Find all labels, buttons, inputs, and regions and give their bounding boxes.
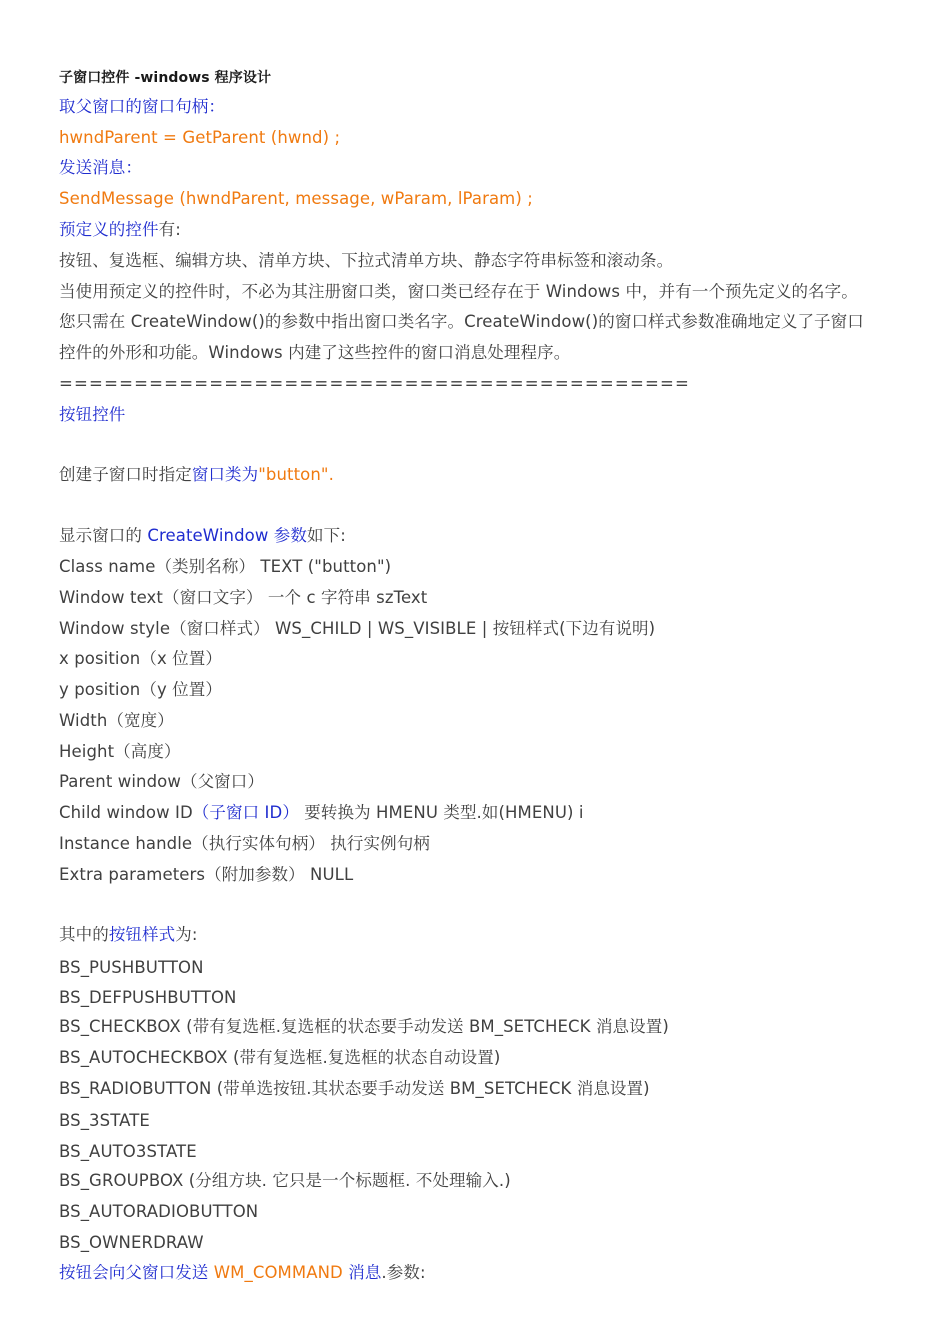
style-line: BS_DEFPUSHBUTTON bbox=[59, 988, 237, 1007]
style-line: BS_3STATE bbox=[59, 1111, 150, 1130]
text-line bbox=[59, 220, 181, 240]
text-span: WM_COMMAND bbox=[213, 1263, 343, 1282]
param-line: Extra parameters（附加参数） NULL bbox=[59, 865, 354, 884]
param-line: y position（y 位置） bbox=[59, 680, 222, 699]
text-line bbox=[59, 526, 346, 546]
param-line: Width（宽度） bbox=[59, 711, 174, 730]
style-line: BS_CHECKBOX (带有复选框.复选框的状态要手动发送 BM_SETCHECK 消息设置) bbox=[59, 1017, 669, 1036]
param-line bbox=[59, 803, 584, 823]
text-span: 按钮会向父窗口发送 bbox=[59, 1263, 214, 1282]
text-span: 消息 bbox=[342, 1263, 382, 1282]
text-span: 按钮样式 bbox=[108, 925, 176, 944]
text-span: Child window ID bbox=[59, 803, 193, 822]
text-line bbox=[59, 465, 334, 485]
text-span: （子窗口 ID） bbox=[192, 803, 299, 822]
style-line: BS_OWNERDRAW bbox=[59, 1233, 204, 1252]
text-span: 为: bbox=[175, 925, 198, 944]
text-line bbox=[59, 1263, 426, 1283]
param-line: x position（x 位置） bbox=[59, 649, 222, 668]
style-line: BS_GROUPBOX (分组方块. 它只是一个标题框. 不处理输入.) bbox=[59, 1171, 511, 1190]
text-span: 其中的 bbox=[59, 925, 109, 944]
code-line: hwndParent = GetParent (hwnd) ; bbox=[59, 128, 341, 147]
text-span: 显示窗口的 bbox=[59, 526, 148, 545]
separator-line: ========================================== bbox=[59, 374, 691, 393]
param-line: Height（高度） bbox=[59, 742, 181, 761]
text-line: 当使用预定义的控件时，不必为其注册窗口类，窗口类已经存在于 Windows 中，并有一个预先定义的名字。 bbox=[59, 282, 858, 301]
param-line: Instance handle（执行实体句柄） 执行实例句柄 bbox=[59, 834, 430, 853]
param-line: Class name（类别名称） TEXT ("button") bbox=[59, 557, 392, 576]
text-span: 创建子窗口时指定 bbox=[59, 465, 192, 484]
style-line: BS_RADIOBUTTON (带单选按钮.其状态要手动发送 BM_SETCHECK 消息设置) bbox=[59, 1079, 650, 1098]
param-line: Parent window（父窗口） bbox=[59, 772, 264, 791]
param-line: Window style（窗口样式） WS_CHILD | WS_VISIBLE | 按钮样式(下边有说明) bbox=[59, 619, 656, 638]
param-line: Window text（窗口文字） 一个 c 字符串 szText bbox=[59, 588, 428, 607]
text-line: 按钮、复选框、编辑方块、清单方块、下拉式清单方块、静态字符串标签和滚动条。 bbox=[59, 251, 674, 270]
text-span: 预定义的控件 bbox=[59, 220, 159, 239]
doc-title: 子窗口控件 -windows 程序设计 bbox=[59, 70, 272, 86]
text-span: 窗口类为 bbox=[191, 465, 259, 484]
style-line: BS_AUTORADIOBUTTON bbox=[59, 1202, 259, 1221]
section-heading: 按钮控件 bbox=[59, 405, 126, 424]
text-span: CreateWindow 参数 bbox=[147, 526, 307, 545]
style-line: BS_AUTO3STATE bbox=[59, 1142, 197, 1161]
text-span: 要转换为 HMENU 类型.如(HMENU) i bbox=[298, 803, 584, 822]
text-span: .参数: bbox=[381, 1263, 426, 1282]
code-line: SendMessage (hwndParent, message, wParam, lParam) ; bbox=[59, 189, 533, 208]
text-line: 您只需在 CreateWindow()的参数中指出窗口类名字。CreateWindow()的窗口样式参数准确地定义了子窗口 bbox=[59, 312, 864, 331]
text-span: "button". bbox=[258, 465, 334, 484]
text-line: 取父窗口的窗口句柄： bbox=[59, 97, 225, 116]
text-span: 如下: bbox=[307, 526, 346, 545]
style-line: BS_PUSHBUTTON bbox=[59, 958, 204, 977]
style-line: BS_AUTOCHECKBOX (带有复选框.复选框的状态自动设置) bbox=[59, 1048, 501, 1067]
text-line: 控件的外形和功能。Windows 内建了这些控件的窗口消息处理程序。 bbox=[59, 343, 571, 362]
text-span: 有: bbox=[158, 220, 181, 239]
text-line: 发送消息： bbox=[59, 158, 142, 177]
text-line bbox=[59, 925, 197, 945]
